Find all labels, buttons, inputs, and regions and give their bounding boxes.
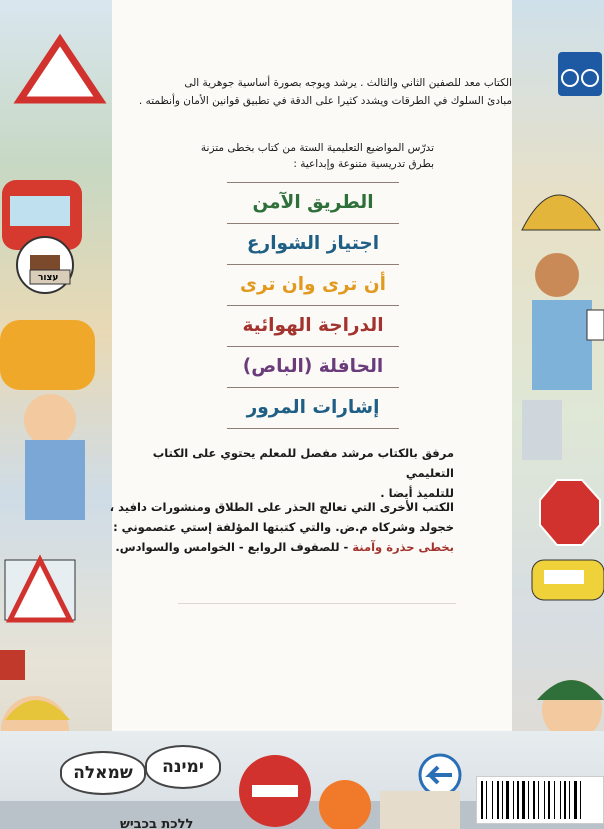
barcode-bar bbox=[548, 781, 550, 819]
barcode-bar bbox=[533, 781, 535, 819]
barcode-bar bbox=[569, 781, 570, 819]
body-line-3: الكتب الأخرى التي تعالج الحذر على الطلاق ومنشورات دافيد ، bbox=[109, 500, 454, 514]
topics-top-rule bbox=[227, 182, 399, 183]
barcode-bar bbox=[580, 781, 581, 819]
barcode-bar bbox=[506, 781, 509, 819]
street-scene-illustration bbox=[0, 0, 112, 829]
bottom-sign-text: ללכת בכביש bbox=[120, 817, 194, 829]
intro-line-2: مبادئ السلوك في الطرقات ويشدد كثيرا على الدقة في تطبيق قوانين الأمان وأنظمته . bbox=[138, 95, 512, 107]
intro-text bbox=[92, 74, 512, 110]
barcode-bar bbox=[574, 781, 577, 819]
street-scene-illustration-right bbox=[512, 0, 604, 829]
body-line-4: خجولد وشركاه م.ض. والتي كتبتها المؤلفة إستي عتصموني : bbox=[113, 520, 454, 534]
barcode-bar bbox=[538, 781, 539, 819]
body-line-2: للتلميذ أيضا . bbox=[380, 486, 454, 500]
barcode-bar bbox=[517, 781, 519, 819]
barcode-bar bbox=[560, 781, 561, 819]
barcode bbox=[476, 776, 604, 824]
barcode-bar bbox=[513, 781, 514, 819]
body-line-5 bbox=[94, 537, 454, 557]
topic-safe-road: الطريق الآمن bbox=[227, 184, 399, 224]
barcode-bar bbox=[522, 781, 525, 819]
barcode-bar bbox=[481, 781, 483, 819]
topic-bus: الحافلة (الباص) bbox=[227, 348, 399, 388]
barcode-bar bbox=[492, 781, 493, 819]
barcode-bar bbox=[497, 781, 499, 819]
speech-bubble-right: ימינה bbox=[145, 745, 221, 789]
intro-line-1: الكتاب معد للصفين الثاني والثالث . يرشد ويوجه بصورة أساسية جوهرية الى bbox=[184, 77, 512, 89]
left-illustration-frame bbox=[0, 0, 112, 829]
barcode-bar bbox=[544, 781, 545, 819]
book-grades: - للصفوف الروابع - الخوامس والسوادس. bbox=[115, 540, 353, 554]
stop-sign-text: עצור bbox=[38, 273, 59, 283]
teacher-guide-paragraph bbox=[124, 443, 454, 503]
barcode-bar bbox=[528, 781, 529, 819]
book-title-accent: بخطى حذرة وآمنة bbox=[352, 540, 454, 554]
intro-subtext bbox=[114, 140, 434, 172]
barcode-bar bbox=[502, 781, 503, 819]
barcode-bar bbox=[486, 781, 487, 819]
body-line-1: مرفق بالكتاب مرشد مفصل للمعلم يحتوي على الكتاب التعليمي bbox=[152, 446, 454, 480]
topic-bicycle: الدراجة الهوائية bbox=[227, 307, 399, 347]
topic-traffic-signs: إشارات المرور bbox=[227, 389, 399, 429]
topic-crossing-streets: اجتياز الشوارع bbox=[227, 225, 399, 265]
intro-line-4: بطرق تدريسية متنوعة وإبداعية : bbox=[293, 158, 434, 170]
speech-bubble-left: שמאלה bbox=[60, 751, 146, 795]
other-books-paragraph bbox=[94, 497, 454, 557]
barcode-bar bbox=[564, 781, 566, 819]
intro-line-3: تدرّس المواضيع التعليمية الستة من كتاب بخطى متزنة bbox=[200, 142, 434, 154]
right-illustration-frame bbox=[512, 0, 604, 829]
closing-rule bbox=[178, 603, 456, 604]
barcode-bar bbox=[554, 781, 555, 819]
topic-see-and-be-seen: أن ترى وان ترى bbox=[227, 266, 399, 306]
